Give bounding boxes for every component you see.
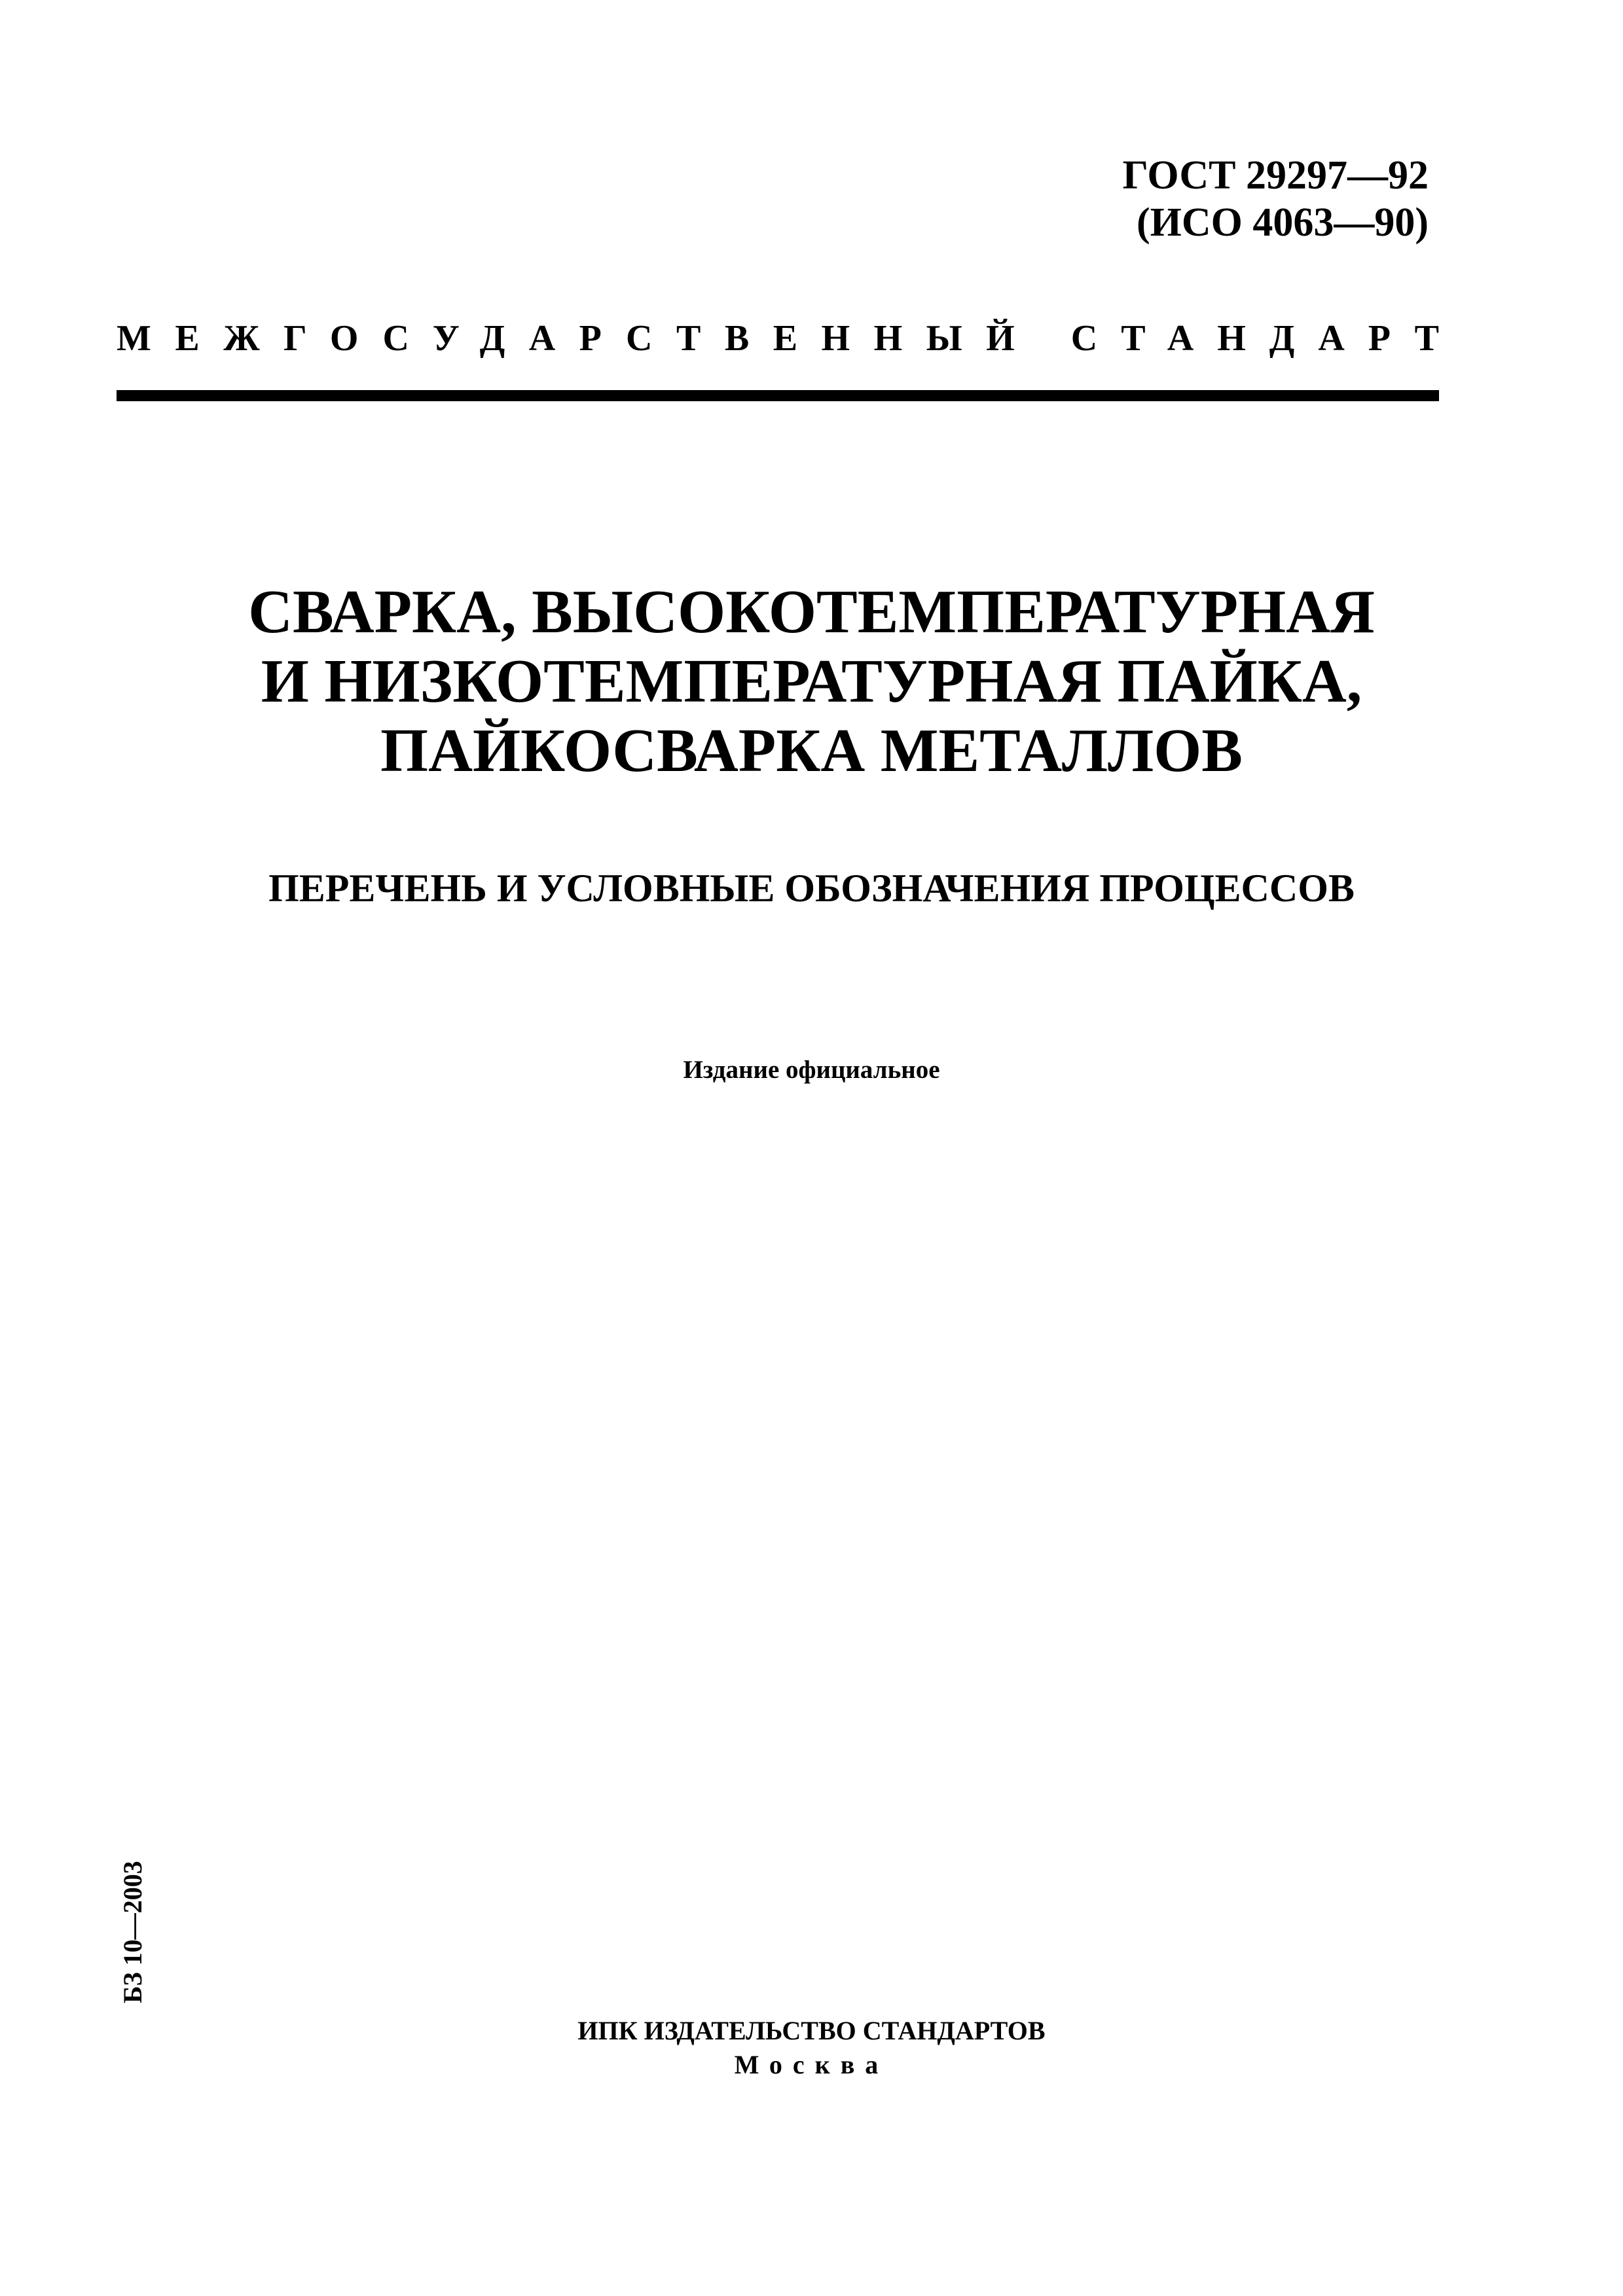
edition-label: Издание официальное [683, 1056, 940, 1084]
side-catalog-code [115, 1837, 151, 2028]
document-subtitle: ПЕРЕЧЕНЬ И УСЛОВНЫЕ ОБОЗНАЧЕНИЯ ПРОЦЕССОВ [268, 867, 1355, 910]
title-line: ПАЙКОСВАРКА МЕТАЛЛОВ [380, 717, 1243, 785]
publisher-name: ИПК ИЗДАТЕЛЬСТВО СТАНДАРТОВ [577, 2016, 1046, 2045]
title-line: И НИЗКОТЕМПЕРАТУРНАЯ ПАЙКА, [261, 647, 1362, 715]
standard-type-left-word: МЕЖГОСУДАРСТВЕННЫЙ [117, 318, 1039, 359]
gost-number: ГОСТ 29297—92 [1122, 153, 1429, 198]
iso-number: (ИСО 4063—90) [1136, 200, 1429, 245]
side-catalog-code-text: БЗ 10—2003 [118, 1861, 147, 2003]
publisher-city: Москва [734, 2050, 889, 2079]
title-line: СВАРКА, ВЫСОКОТЕМПЕРАТУРНАЯ [248, 578, 1375, 646]
standard-type-right-word: СТАНДАРТ [1070, 318, 1463, 359]
document-title [0, 577, 1623, 785]
standard-type-heading [117, 315, 1463, 361]
header-divider-rule [117, 390, 1439, 401]
document-code-block [1122, 152, 1429, 246]
